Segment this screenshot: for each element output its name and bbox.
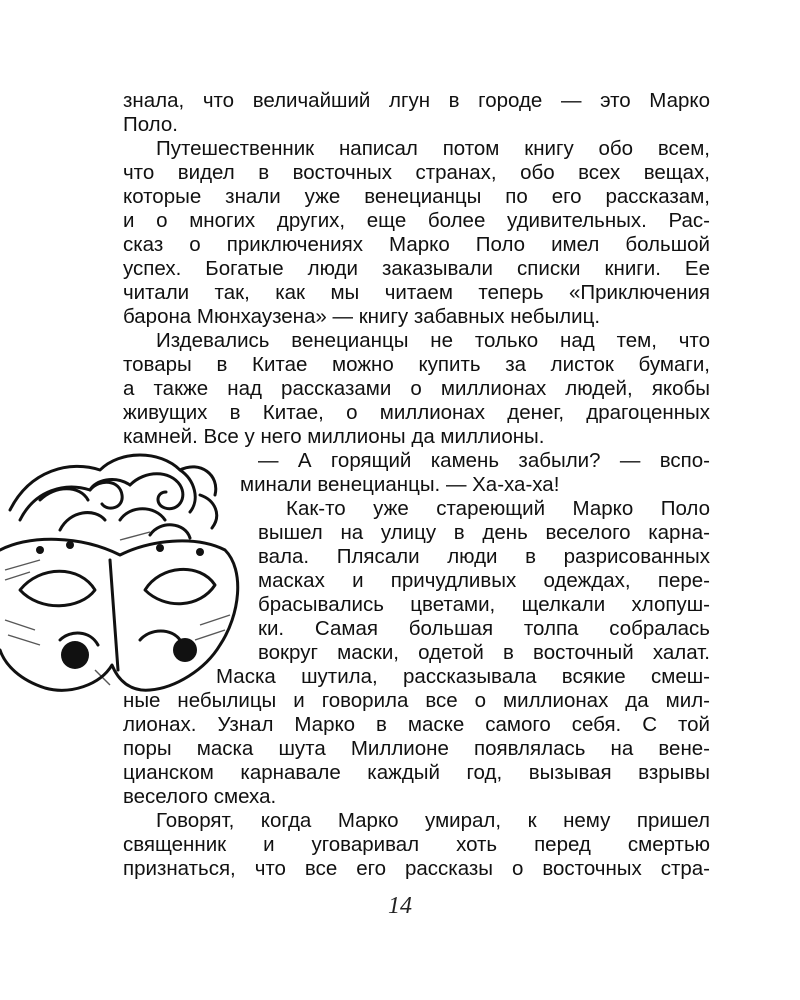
- text-line: барона Мюнхаузена» — книгу забавных небылиц.: [123, 305, 601, 328]
- text-line: — А горящий камень забыли? — вспо-: [258, 449, 710, 472]
- text-line: знала, что величайший лгун в городе — это Марко: [123, 89, 710, 112]
- text-line: признаться, что все его рассказы о восточных стра-: [123, 857, 710, 880]
- text-line: Поло.: [123, 113, 178, 136]
- text-line: живущих в Китае, о миллионах денег, драгоценных: [123, 401, 710, 424]
- text-line: Как-то уже стареющий Марко Поло: [286, 497, 710, 520]
- text-line: минали венецианцы. — Ха-ха-ха!: [240, 473, 560, 496]
- text-line: масках и причудливых одеждах, пере-: [258, 569, 710, 592]
- carnival-mask-illustration: [0, 440, 260, 710]
- page-number: 14: [388, 893, 412, 919]
- text-line: веселого смеха.: [123, 785, 277, 808]
- text-line: Говорят, когда Марко умирал, к нему пришел: [156, 809, 710, 832]
- text-line: а также над рассказами о миллионах людей, якобы: [123, 377, 710, 400]
- text-line: успех. Богатые люди заказывали списки книги. Ее: [123, 257, 710, 280]
- text-line: сказ о приключениях Марко Поло имел большой: [123, 233, 710, 256]
- text-line: цианском карнавале каждый год, вызывая взрывы: [123, 761, 710, 784]
- text-line: Путешественник написал потом книгу обо всем,: [156, 137, 710, 160]
- text-line: товары в Китае можно купить за листок бумаги,: [123, 353, 710, 376]
- text-line: и о многих других, еще более удивительных. Рас-: [123, 209, 710, 232]
- text-line: ные небылицы и говорила все о миллионах да мил-: [123, 689, 710, 712]
- text-line: лионах. Узнал Марко в маске самого себя. С той: [123, 713, 710, 736]
- text-line: вала. Плясали люди в разрисованных: [258, 545, 710, 568]
- text-line: брасывались цветами, щелкали хлопуш-: [258, 593, 710, 616]
- text-line: которые знали уже венецианцы по его рассказам,: [123, 185, 710, 208]
- text-line: Издевались венецианцы не только над тем, что: [156, 329, 710, 352]
- text-line: священник и уговаривал хоть перед смертью: [123, 833, 710, 856]
- text-line: вокруг маски, одетой в восточный халат.: [258, 641, 710, 664]
- text-line: читали так, как мы читаем теперь «Приключения: [123, 281, 710, 304]
- text-line: поры маска шута Миллионе появлялась на вене-: [123, 737, 710, 760]
- text-line: камней. Все у него миллионы да миллионы.: [123, 425, 545, 448]
- text-line: вышел на улицу в день веселого карна-: [258, 521, 710, 544]
- text-line: ки. Самая большая толпа собралась: [258, 617, 710, 640]
- text-line: Маска шутила, рассказывала всякие смеш-: [216, 665, 710, 688]
- text-line: что видел в восточных странах, обо всех вещах,: [123, 161, 710, 184]
